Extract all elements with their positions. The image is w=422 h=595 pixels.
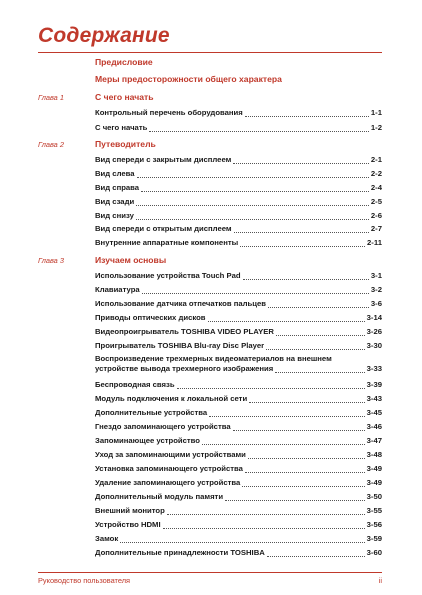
toc-entry[interactable]: Приводы оптических дисков 3-14: [95, 313, 382, 322]
toc-front-safety[interactable]: Меры предосторожности общего характера: [95, 74, 282, 84]
toc-entry[interactable]: С чего начать 1-2: [95, 123, 382, 132]
toc-entry[interactable]: Дополнительные устройства 3-45: [95, 408, 382, 417]
toc-entry[interactable]: Вид справа 2-4: [95, 183, 382, 192]
toc-entry[interactable]: Дополнительный модуль памяти 3-50: [95, 492, 382, 501]
page-number: ii: [378, 576, 382, 585]
toc-entry[interactable]: Вид спереди с открытым дисплеем 2-7: [95, 224, 382, 233]
toc-entry[interactable]: Проигрыватель TOSHIBA Blu-ray Disc Player 3-30: [95, 341, 382, 350]
toc-entry[interactable]: Устройство HDMI 3-56: [95, 520, 382, 529]
toc-entry[interactable]: Установка запоминающего устройства 3-49: [95, 464, 382, 473]
toc-entry[interactable]: Вид спереди с закрытым дисплеем 2-1: [95, 155, 382, 164]
footer-title: Руководство пользователя: [38, 576, 131, 585]
toc-entry[interactable]: Беспроводная связь 3-39: [95, 380, 382, 389]
toc-entry[interactable]: Вид сзади 2-5: [95, 197, 382, 206]
toc: [38, 0, 382, 560]
toc-entry[interactable]: Использование датчика отпечатков пальцев 3-6: [95, 299, 382, 308]
toc-entry[interactable]: Дополнительные принадлежности TOSHIBA 3-60: [95, 548, 382, 557]
toc-entry[interactable]: Использование устройства Touch Pad 3-1: [95, 271, 382, 280]
toc-front-preface[interactable]: Предисловие: [95, 57, 153, 67]
chapter-heading-3[interactable]: Изучаем основы: [95, 255, 167, 265]
toc-entry[interactable]: Замок 3-59: [95, 534, 382, 543]
chapter-label-2: Глава 2: [38, 140, 64, 149]
page-title: Содержание: [38, 24, 170, 47]
toc-entry[interactable]: Внутренние аппаратные компоненты 2-11: [95, 238, 382, 247]
toc-entry[interactable]: Клавиатура 3-2: [95, 285, 382, 294]
toc-entry[interactable]: Запоминающее устройство 3-47: [95, 436, 382, 445]
chapter-label-3: Глава 3: [38, 256, 64, 265]
toc-entry[interactable]: Внешний монитор 3-55: [95, 506, 382, 515]
chapter-heading-2[interactable]: Путеводитель: [95, 139, 156, 149]
toc-entry[interactable]: Вид слева 2-2: [95, 169, 382, 178]
chapter-heading-1[interactable]: С чего начать: [95, 92, 154, 102]
toc-entry[interactable]: Контрольный перечень оборудования 1-1: [95, 108, 382, 117]
toc-entry[interactable]: Удаление запоминающего устройства 3-49: [95, 478, 382, 487]
toc-entry[interactable]: Воспроизведение трехмерных видеоматериалов на внешнем устройстве вывода трехмерного изображения 3-33: [95, 354, 382, 373]
toc-entry[interactable]: Модуль подключения к локальной сети 3-43: [95, 394, 382, 403]
chapter-label-1: Глава 1: [38, 93, 64, 102]
toc-entry[interactable]: Гнездо запоминающего устройства 3-46: [95, 422, 382, 431]
footer-rule: [38, 572, 382, 573]
toc-entry[interactable]: Уход за запоминающими устройствами 3-48: [95, 450, 382, 459]
toc-entry[interactable]: Вид снизу 2-6: [95, 211, 382, 220]
toc-entry[interactable]: Видеопроигрыватель TOSHIBA VIDEO PLAYER 3-26: [95, 327, 382, 336]
